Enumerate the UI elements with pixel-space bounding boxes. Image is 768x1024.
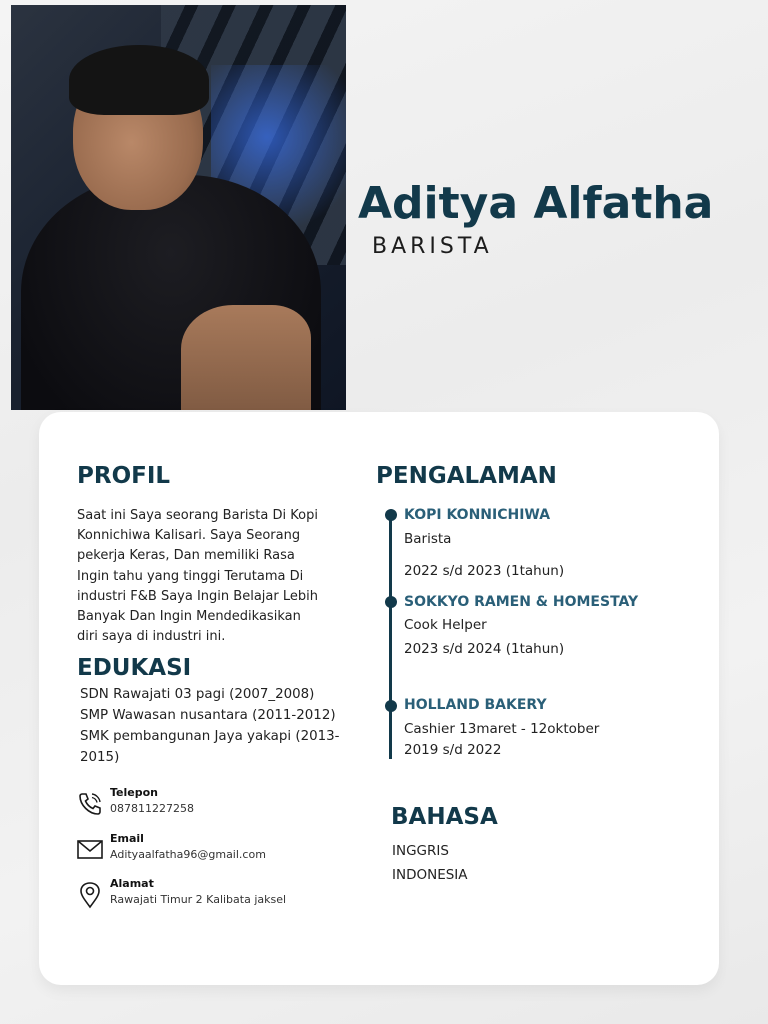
profil-line: Ingin tahu yang tinggi Terutama Di xyxy=(77,568,304,584)
profil-line: diri saya di industri ini. xyxy=(77,629,226,645)
job-period: 2023 s/d 2024 (1tahun) xyxy=(404,641,565,657)
contact-label: Email xyxy=(110,832,144,845)
job-company: SOKKYO RAMEN & HOMESTAY xyxy=(404,594,639,610)
language-item: INGGRIS xyxy=(392,843,449,859)
timeline-dot xyxy=(385,700,397,712)
person-role: BARISTA xyxy=(372,234,493,259)
profil-text xyxy=(77,506,367,647)
contact-value: Adityaalfatha96@gmail.com xyxy=(110,848,266,861)
contact-value: 087811227258 xyxy=(110,802,194,815)
profil-line: Konnichiwa Kalisari. Saya Seorang xyxy=(77,528,301,544)
edukasi-list xyxy=(80,684,360,768)
job-company: KOPI KONNICHIWA xyxy=(404,507,551,523)
edukasi-heading: EDUKASI xyxy=(77,655,192,681)
profil-line: pekerja Keras, Dan memiliki Rasa xyxy=(77,548,295,564)
phone-icon xyxy=(76,790,104,818)
job-period: 2022 s/d 2023 (1tahun) xyxy=(404,563,565,579)
contact-value: Rawajati Timur 2 Kalibata jaksel xyxy=(110,893,287,906)
edukasi-item: SMP Wawasan nusantara (2011-2012) xyxy=(80,708,336,723)
pengalaman-heading: PENGALAMAN xyxy=(376,463,557,489)
bahasa-heading: BAHASA xyxy=(391,804,498,830)
timeline-dot xyxy=(385,509,397,521)
photo-person-arm xyxy=(181,305,311,410)
location-pin-icon xyxy=(76,881,104,909)
person-name: Aditya Alfatha xyxy=(358,178,714,229)
language-item: INDONESIA xyxy=(392,867,468,883)
timeline-dot xyxy=(385,596,397,608)
job-period: 2019 s/d 2022 xyxy=(404,742,502,758)
job-company: HOLLAND BAKERY xyxy=(404,697,547,713)
photo-person-hair xyxy=(69,45,209,115)
profile-photo xyxy=(11,5,346,410)
profil-line: Banyak Dan Ingin Mendedikasikan xyxy=(77,609,301,625)
timeline-line xyxy=(389,515,392,759)
job-position: Cook Helper xyxy=(404,617,487,633)
edukasi-item: SMK pembangunan Jaya yakapi (2013-2015) xyxy=(80,729,340,765)
profil-heading: PROFIL xyxy=(77,463,171,489)
job-position: Cashier 13maret - 12oktober xyxy=(404,721,600,737)
email-icon xyxy=(76,836,104,864)
job-position: Barista xyxy=(404,531,452,547)
contact-label: Alamat xyxy=(110,877,154,890)
edukasi-item: SDN Rawajati 03 pagi (2007_2008) xyxy=(80,687,315,702)
profil-line: industri F&B Saya Ingin Belajar Lebih xyxy=(77,588,318,604)
profil-line: Saat ini Saya seorang Barista Di Kopi xyxy=(77,508,318,523)
contact-label: Telepon xyxy=(110,786,158,799)
